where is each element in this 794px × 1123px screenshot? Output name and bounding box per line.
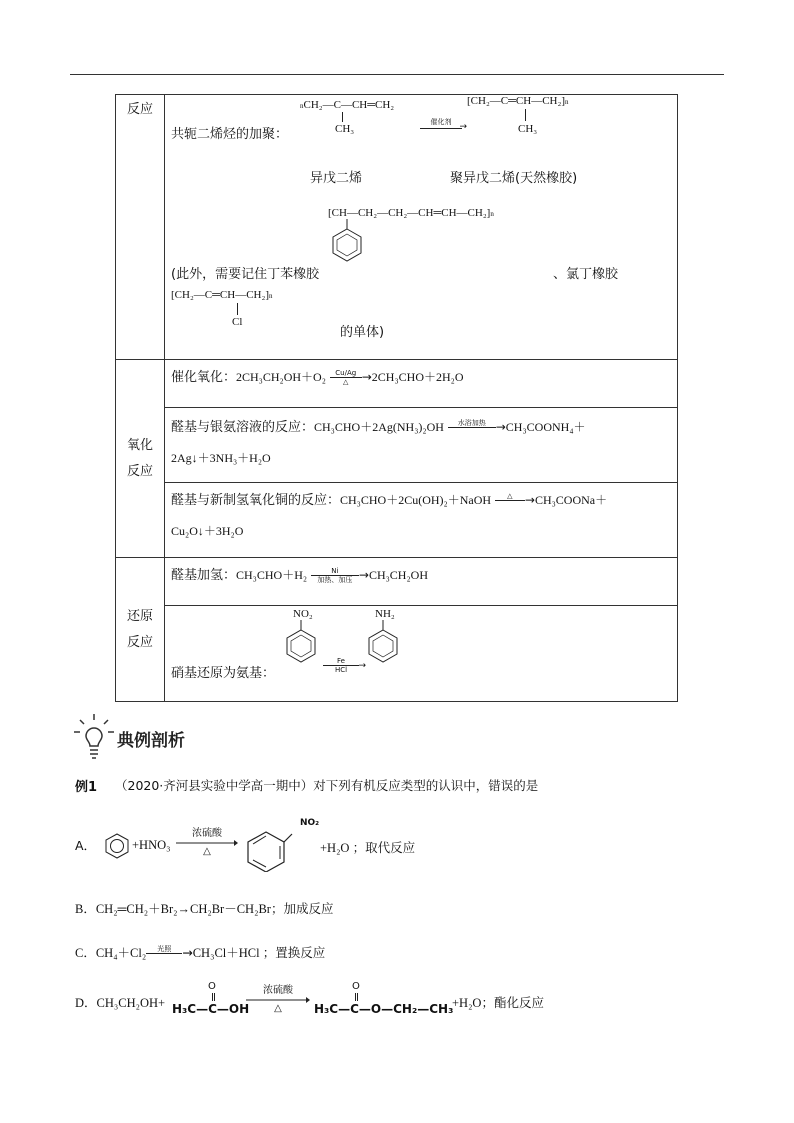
ox3-label: 醛基与新制氢氧化铜的反应： [171,493,341,508]
methyl-group: CH₃ [335,123,355,135]
ox1-label: 催化氧化： [171,370,237,385]
option-b: B．CH₂═CH₂＋Br₂→CH₂Br－CH₂Br；加成反应 [75,902,334,916]
reaction-arrow: Fe HCl → [323,657,359,674]
bond-line [237,303,238,315]
nitro-reduction-cell [165,606,678,702]
amino-group: NH₂ [375,608,395,620]
reaction-arrow: 浓硫酸 △ [176,828,238,858]
reaction-arrow: Cu/Ag △ [330,369,362,386]
bond-line [525,109,526,121]
copper-hydroxide-cell: 醛基与新制氢氧化铜的反应：CH₃CHO＋2Cu(OH)₂＋NaOH △ →CH₃COONa＋ Cu₂O↓＋3H₂O [165,483,678,558]
benzene-ring-icon [325,219,365,275]
carbonyl-o: O [208,981,216,992]
silver-mirror-cell: 醛基与银氨溶液的反应：CH₃CHO＋2Ag(NH₃)₂OH 水浴加热 →CH₃COONH₄＋ 2Ag↓＋3NH₃＋H₂O [165,408,678,483]
catalytic-oxidation-cell: 催化氧化：2CH₃CH₂OH＋O₂ Cu/Ag △ →2CH₃CHO＋2H₂O [165,360,678,408]
note-mid: 、氯丁橡胶 [553,267,619,282]
section-title: 典例剖析 [117,731,185,751]
ox2-label: 醛基与银氨溶液的反应： [171,420,315,435]
red2-label: 硝基还原为氨基： [171,666,276,681]
reaction-arrow: 光照 [146,945,182,962]
option-a: A． [75,838,97,853]
note-end: 的单体) [340,325,385,340]
double-bond [212,993,215,1001]
reaction-arrow: Ni 加热、加压 [311,567,359,584]
category-reduction: 还原 反应 [116,558,165,702]
header-rule [70,74,724,75]
category-oxidation: 氧化 反应 [116,360,165,558]
option-d-tail: +H₂O；酯化反应 [452,996,544,1010]
isoprene-monomer: nCH₂—C—CH═CH₂ [300,99,395,111]
sbr-chain: [CH—CH₂—CH₂—CH═CH—CH₂]n [328,207,494,219]
note-start: (此外，需要记住丁苯橡胶 [171,267,320,282]
category-addition: 反应 [116,95,165,360]
nitrobenzene-icon [244,822,296,872]
benzene-icon [104,833,130,859]
catalyst-arrow: 催化剂 → [420,117,462,129]
chlorine-group: Cl [232,316,243,328]
nitro-label: NO₂ [300,818,320,828]
nitro-group: NO₂ [293,608,313,620]
ethyl-acetate: H₃C—C—O—CH₂—CH₃ [314,1002,454,1016]
reaction-arrow: 浓硫酸 △ [246,985,310,1015]
nitric-acid: +HNO₃ [132,838,171,852]
lightbulb-icon [72,712,116,760]
polyisoprene-name: 聚异戊二烯(天然橡胶) [450,171,578,186]
chloroprene-chain: [CH₂—C═CH—CH₂]n [171,289,273,301]
isoprene-name: 异戊二烯 [310,171,363,186]
diene-label: 共轭二烯烃的加聚： [171,127,289,142]
carbonyl-o: O [352,981,360,992]
reaction-arrow: 水浴加热 [448,419,496,436]
aldehyde-hydrogenation-cell: 醛基加氢：CH₃CHO＋H₂ Ni 加热、加压 →CH₃CH₂OH [165,558,678,606]
option-c: C．CH₄＋Cl₂ 光照 →CH₃Cl＋HCl ；置换反应 [75,945,326,960]
aniline-ring-icon [365,620,401,674]
reaction-arrow: △ [495,492,525,509]
bond-line [342,112,343,122]
example-label: 例1 [75,780,98,795]
polyisoprene: [CH₂—C═CH—CH₂]n [467,95,569,107]
reaction-table [115,94,678,702]
option-d-ethanol: D．CH₃CH₂OH+ [75,996,166,1010]
option-a-tail: +H₂O ；取代反应 [320,841,416,855]
acetic-acid: H₃C—C—OH [172,1002,250,1016]
nitrobenzene-ring-icon [283,620,319,674]
red1-label: 醛基加氢： [171,568,237,583]
double-bond [355,993,358,1001]
diene-polymerization-cell [165,95,678,360]
methyl-group: CH₃ [518,123,538,135]
example-question: （2020·齐河县实验中学高一期中）对下列有机反应类型的认识中，错误的是 [115,778,539,793]
